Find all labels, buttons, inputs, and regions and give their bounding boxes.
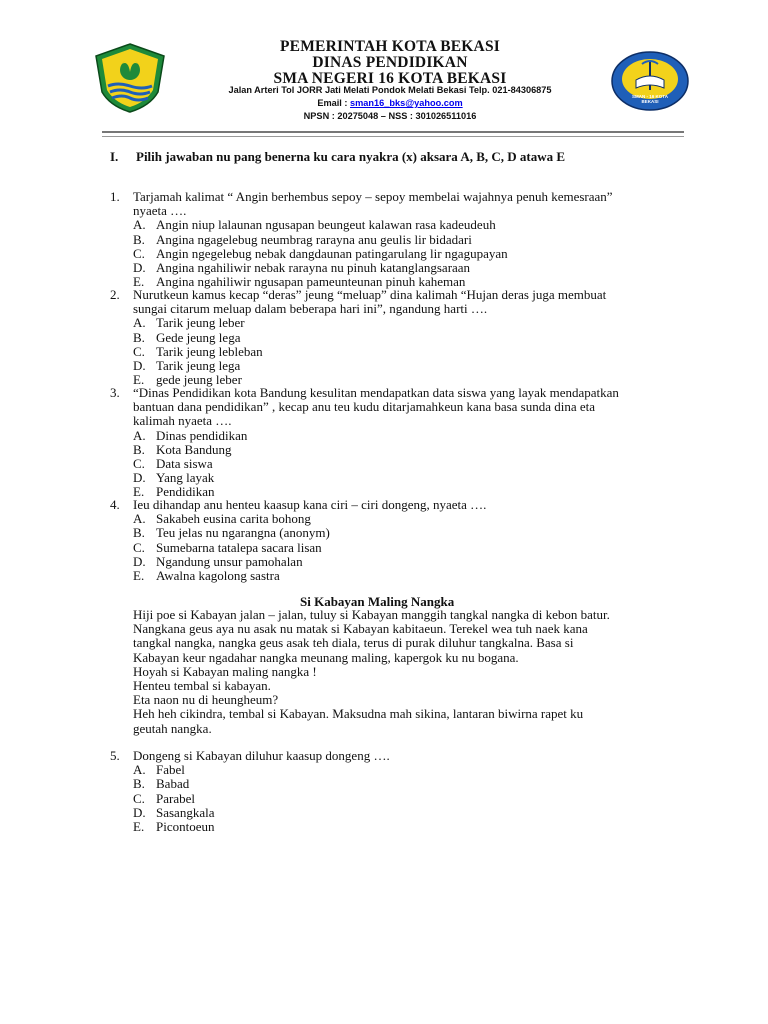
option-b[interactable]: B. Angina ngagelebug neumbrag rarayna anu geulis lir bidadari: [133, 231, 472, 247]
header-email-line: [190, 98, 590, 108]
option-a[interactable]: A. Dinas pendidikan: [133, 427, 248, 443]
email-link[interactable]: sman16_bks@yahoo.com: [350, 98, 463, 108]
story-title: Si Kabayan Maling Nangka: [300, 594, 455, 609]
option-c[interactable]: C. Sumebarna tatalepa sacara lisan: [133, 539, 322, 555]
question-stem-line: Dongeng si Kabayan diluhur kaasup dongeng ….: [133, 748, 390, 763]
option-b[interactable]: B. Kota Bandung: [133, 441, 232, 457]
option-e[interactable]: E. Awalna kagolong sastra: [133, 568, 280, 584]
email-label: Email :: [317, 98, 351, 108]
question-stem-line: sungai citarum meluap dalam beberapa hari ini”, ngandung harti ….: [133, 301, 488, 317]
header-line-2: DINAS PENDIDIKAN: [312, 54, 468, 71]
question-number: 1.: [110, 189, 120, 204]
option-d[interactable]: D. Angina ngahiliwir nebak rarayna nu pinuh katanglangsaraan: [133, 260, 471, 276]
option-a[interactable]: A. Sakabeh eusina carita bohong: [133, 511, 311, 527]
header-address: Jalan Arteri Tol JORR Jati Melati Pondok Melati Bekasi Telp. 021-84306875: [228, 85, 552, 95]
option-a[interactable]: A. Fabel: [133, 762, 185, 778]
sman16-logo-text: SMAN - 16 KOTA BEKASI: [632, 94, 668, 104]
question-stem-line: Ieu dihandap anu henteu kaasup kana ciri – ciri dongeng, nyaeta ….: [133, 497, 487, 512]
question-1: [110, 190, 700, 289]
story-line: Hoyah si Kabayan maling nangka !: [133, 663, 317, 679]
option-d[interactable]: D. Tarik jeung lega: [133, 358, 241, 374]
question-stem-line: nyaeta ….: [133, 203, 187, 219]
option-d[interactable]: D. Ngandung unsur pamohalan: [133, 553, 303, 569]
option-b[interactable]: B. Teu jelas nu ngarangna (anonym): [133, 525, 330, 541]
question-4: [110, 498, 700, 583]
story-line: Heh heh cikindra, tembal si Kabayan. Maksudna mah sikina, lantaran biwirna rapet ku: [133, 706, 584, 722]
section-instruction: [110, 149, 565, 165]
option-d[interactable]: D. Sasangkala: [133, 804, 215, 820]
question-number: 3.: [110, 385, 120, 400]
option-d[interactable]: D. Yang layak: [133, 470, 215, 486]
option-e[interactable]: E. Picontoeun: [133, 819, 215, 835]
header-divider-thin: [102, 136, 684, 137]
question-stem-line: kalimah nyaeta ….: [133, 413, 232, 429]
option-b[interactable]: B. Gede jeung lega: [133, 329, 241, 345]
question-number: 2.: [110, 287, 120, 302]
story-line: Henteu tembal si kabayan.: [133, 678, 271, 694]
option-a[interactable]: A. Angin niup lalaunan ngusapan beungeut kalawan rasa kadeudeuh: [133, 217, 496, 233]
option-e[interactable]: E. Angina ngahiliwir ngusapan pameunteunan pinuh kaheman: [133, 274, 466, 290]
header-divider-thick: [102, 131, 684, 133]
story-line: Kabayan keur ngadahar nangka meunang maling, kapergok ku nu bogana.: [133, 649, 519, 665]
option-c[interactable]: C. Parabel: [133, 790, 195, 806]
question-stem-line: “Dinas Pendidikan kota Bandung kesulitan mendapatkan data siswa yang layak mendapatkan: [133, 385, 619, 400]
question-3: [110, 386, 700, 500]
option-b[interactable]: B. Babad: [133, 776, 190, 792]
question-number: 4.: [110, 497, 120, 512]
option-a[interactable]: A. Tarik jeung leber: [133, 315, 245, 331]
story-text: [133, 608, 703, 736]
header-line-1: PEMERINTAH KOTA BEKASI: [280, 38, 500, 55]
question-number: 5.: [110, 748, 120, 763]
question-stem-line: bantuan dana pendidikan” , kecap anu teu kudu ditarjamahkeun kana basa sunda dina eta: [133, 399, 596, 415]
question-stem-line: Nurutkeun kamus kecap “deras” jeung “meluap” dina kalimah “Hujan deras juga membuat: [133, 287, 607, 302]
option-c[interactable]: C. Data siswa: [133, 456, 213, 472]
question-2: [110, 288, 700, 387]
section-title-text: Pilih jawaban nu pang benerna ku cara nyakra (x) aksara A, B, C, D atawa E: [136, 149, 566, 164]
header-npsn: NPSN : 20275048 – NSS : 301026511016: [303, 111, 477, 121]
option-e[interactable]: E. Pendidikan: [133, 484, 215, 500]
option-e[interactable]: E. gede jeung leber: [133, 372, 242, 388]
story-line: geutah nangka.: [133, 720, 212, 736]
story-line: Eta naon nu di heungheum?: [133, 692, 279, 708]
story-line: tangkal nangka, nangka geus asak teh diala, terus di purak diluhur tangkalna. Basa si: [133, 635, 574, 651]
question-stem-line: Tarjamah kalimat “ Angin berhembus sepoy – sepoy membelai wajahnya penuh kemesraan”: [133, 189, 613, 204]
story-line: Nangkana geus aya nu asak nu matak si Kabayan kabitaeun. Terekel wea tuh naek kana: [133, 621, 588, 637]
question-5: [110, 749, 700, 834]
story-line: Hiji poe si Kabayan jalan – jalan, tuluy si Kabayan manggih tangkal nangka di kebon batur.: [133, 607, 610, 622]
section-number: I.: [110, 149, 119, 164]
sman16-logo: [610, 50, 690, 112]
option-c[interactable]: C. Tarik jeung lebleban: [133, 343, 263, 359]
option-c[interactable]: C. Angin ngegelebug nebak dangdaunan patingarulang lir ngagupayan: [133, 245, 508, 261]
header-line-3: SMA NEGERI 16 KOTA BEKASI: [273, 70, 507, 87]
kota-bekasi-logo: [92, 42, 168, 114]
